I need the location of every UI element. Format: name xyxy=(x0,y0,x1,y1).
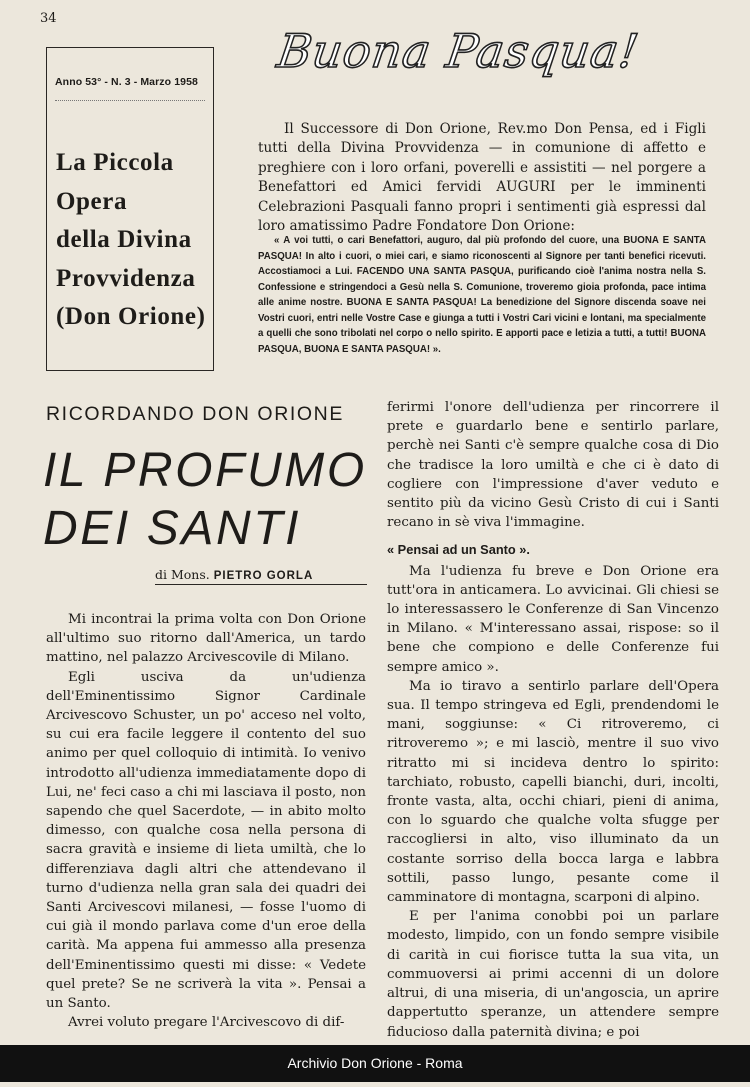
article-kicker: RICORDANDO DON ORIONE xyxy=(46,403,344,425)
article-headline xyxy=(43,442,367,558)
article-paragraph: Egli usciva da un'udienza dell'Eminentissimo Signor Cardinale Arcivescovo Schuster, un po' acceso nel volto, su cui era facile leggere il contento del suo animo per quel colloquio di intimità. Io venivo introdotto all'udienza immediatamente dopo di Lui, ne' feci caso a chi mi lasciava il posto, non sapendo che quel Sacerdote, — in abito molto dimesso, con qualche cosa nella persona di sacra gravità e insieme di lieta umiltà, che lo differenziava dagli altri che attendevano il turno d'udienza nella gran sala dei quadri dei Santi Arcivescovi milanesi, — fosse l'uomo di cui già il mondo parlava come d'un eroe della carità. Ma appena fui ammesso alla presenza dell'Eminentissimo questi mi disse: « Vedete quel prete? Se ne scriverà la vita ». Pensai a un Santo. xyxy=(46,669,366,1012)
masthead-title-line: della Divina xyxy=(56,226,192,253)
article-paragraph: Mi incontrai la prima volta con Don Orione all'ultimo suo ritorno dall'America, un tardo mattino, nel palazzo Arcivescovile di Milano. xyxy=(46,612,366,666)
easter-greeting: Buona Pasqua! xyxy=(274,24,643,78)
masthead-title xyxy=(56,144,214,337)
page-number: 34 xyxy=(40,11,57,26)
issue-line: Anno 53° - N. 3 - Marzo 1958 xyxy=(55,76,198,88)
archive-footer: Archivio Don Orione - Roma xyxy=(0,1045,750,1082)
article-subhead: « Pensai ad un Santo ». xyxy=(387,542,530,558)
headline-line: DEI SANTI xyxy=(43,502,302,555)
masthead-title-line: La Piccola xyxy=(56,149,174,176)
article-paragraph: Avrei voluto pregare l'Arcivescovo di dif- xyxy=(68,1015,345,1031)
article-column-left xyxy=(46,610,366,1032)
intro-paragraph: Il Successore di Don Orione, Rev.mo Don Pensa, ed i Figli tutti della Divina Provvidenza — in comunione di affetto e preghiere con i loro orfani, poverelli e assistiti — nel porgere a Benefattori ed Amici fervidi AUGURI per le imminenti Celebrazioni Pasquali fanno propri i sentimenti già espressi dal loro amatissimo Padre Fondatore Don Orione: xyxy=(258,121,706,235)
article-paragraph: E per l'anima conobbi poi un parlare modesto, limpido, con un fondo sempre visibile di carità in cui fiorisce tutta la sua vita, un commuoversi ai primi accenni di un dolore altrui, di una miseria, di un'angoscia, un aprire dappertutto speranze, un attendere sempre fiducioso dalla paternità divina; e poi xyxy=(387,909,719,1040)
masthead-title-line: Provvidenza xyxy=(56,264,196,292)
byline-author: PIETRO GORLA xyxy=(213,570,314,582)
founder-quote: « A voi tutti, o cari Benefattori, auguro, dal più profondo del cuore, una BUONA E SANTA PASQUA! In alto i cuori, o miei cari, e siamo riconoscenti al Signore per tanti benefici ricevuti. Accostiamoci a Lui. FACENDO UNA SANTA PASQUA, purificando cioè l'anima nostra nella S. Confessione e stringendoci a Gesù nella S. Comunione, troveremo gioia profonda, pace intima alle anime nostre. BUONA E SANTA PASQUA! La benedizione del Signore discenda soave nei Vostri cuori, entri nelle Vostre Case e giunga a tutti i Vostri Cari vicini e lontani, ma specialmente a quelli che sono tribolati nel corpo o nello spirito. E apporti pace e letizia a tutti, a tutti! BUONA PASQUA, BUONA E SANTA PASQUA! ». xyxy=(258,235,706,355)
article-paragraph: Ma io tiravo a sentirlo parlare dell'Opera sua. Il tempo stringeva ed Egli, prendendomi le mani, soggiunse: « Ci ritroveremo, ci ritroveremo »; e mi lasciò, mentre il suo vivo ritratto mi si incideva dentro lo spirito: tarchiato, robusto, capelli bianchi, duri, incolti, fronte vasta, alta, occhi chiari, pieni di anima, con lo sguardo che qualche volta sfugge per raccogliersi in alto, viso illuminato da un costante sorriso della bocca larga e labbra sottili, passo lungo, pesante come il camminatore di montagna, scarponi di alpino. xyxy=(387,678,719,906)
headline-line: IL PROFUMO xyxy=(43,444,367,497)
masthead-box xyxy=(46,47,214,371)
masthead-title-line: (Don Orione) xyxy=(56,303,206,330)
article-paragraph: Ma l'udienza fu breve e Don Orione era tutt'ora in anticamera. Lo avvicinai. Gli chiesi se lo interessassero le Conferenze di San Vincenzo in Milano. « M'interessano assai, rispose: so il bene che compiono e delle Conferenze fui sempre amico ». xyxy=(387,563,719,675)
article-column-right xyxy=(387,398,719,1042)
article-paragraph: ferirmi l'onore dell'udienza per rincorrere il prete e guardarlo bene e sentirlo parlare, perchè nei Santi c'è sempre qualche cosa di Dio che tradisce la loro umiltà e che ci è dato di cogliere con l'impressione d'aver veduto e sentito più da vicino Gesù Cristo di cui i Santi recano in sè viva l'immagine. xyxy=(387,400,719,531)
byline-prefix: di Mons. xyxy=(155,567,210,582)
issue-divider xyxy=(55,100,205,101)
masthead-title-line: Opera xyxy=(56,187,128,215)
byline xyxy=(155,567,367,585)
